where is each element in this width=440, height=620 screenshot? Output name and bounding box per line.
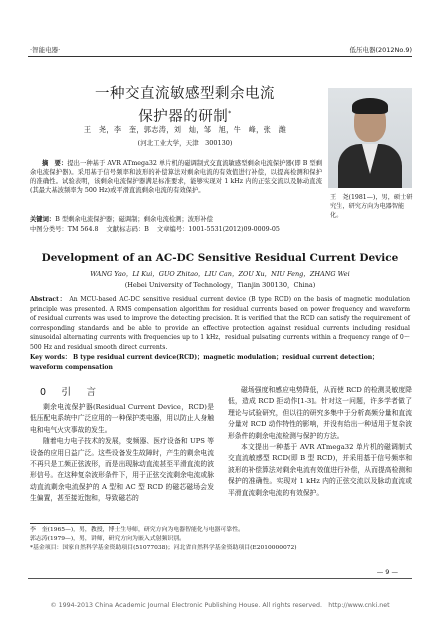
footnote-author-li: 李 奎(1965—)，男，教授，博士生导师，研究方向为电器智能化与电器可靠性。 — [30, 527, 244, 533]
chinese-title-line2: 保护器的研制* — [138, 108, 232, 125]
running-header-right: 低压电器(2012No.9) — [349, 46, 412, 54]
chinese-title-line1: 一种交直流敏感型剩余电流 — [95, 86, 275, 102]
author-photo — [328, 88, 412, 188]
header-rule — [28, 56, 412, 57]
chinese-abstract — [30, 159, 322, 195]
body-right-column — [228, 385, 412, 499]
chinese-keywords — [30, 215, 322, 224]
paragraph: 剩余电流保护器(Residual Current Device，RCD)是低压配电系统中广泛应用的一种保护类电器，用以防止人身触电和电气火灾事故的发生。 — [30, 403, 214, 434]
abstract-cn-text: 提出一种基于 AVR ATmega32 单片机的磁调制式交直流敏感型剩余电流保护器(即 B 型剩余电流保护器)。采用基于信号频率和波形的补偿算法对剩余电流的有效值进行补偿，以提高检测和保护的准确性。试验表明，该剩余电流保护器满足标准要求，能够实现对 1 kHz 内的正弦交流以及脉动直流(其最大基波频率为 500 Hz)或平滑直流剩余电流的有效保护。 — [30, 160, 323, 195]
clc-number: 中图分类号：TM 564.8 — [30, 226, 99, 233]
chinese-title — [70, 84, 300, 127]
english-abstract — [30, 295, 410, 353]
keywords-cn-text: B 型剩余电流保护器；磁调制；剩余电流检测；波形补偿 — [55, 216, 213, 223]
paragraph: 磁场强度和感应电势降低，从而使 RCD 的检测灵敏度降低，造成 RCD 拒动作[1-3]。针对这一问题，许多学者做了理论与试验研究，但以往的研究多集中于分析高频分量和直流分量对 RCD 动作特性的影响，并没有给出一种适用于复杂波形条件的剩余电流检测与保护的方法。 — [228, 386, 412, 440]
classification-info — [30, 225, 322, 234]
footnote-funding: *基金项目：国家自然科学基金资助项目(51077038)；河北省自然科学基金资助项目(E2010000072) — [30, 545, 297, 551]
doc-code: 文献标志码：B — [106, 226, 149, 233]
section-heading-introduction: 0 引 言 — [40, 387, 100, 398]
body-left-column — [30, 402, 214, 505]
page-number: — 9 — — [376, 568, 398, 576]
footnote-rule — [30, 523, 120, 524]
paragraph: 随着电力电子技术的发展，变频器、医疗设备和 UPS 等设备的应用日益广泛。这些设备发生故障时，产生的剩余电流不再只是工频正弦波形，而是出现脉动直流甚至平滑直流的波形信号。在这种复杂波形条件下，用于正弦交流剩余电流或脉动直流剩余电流保护的 A 型和 AC 型 RCD 的磁芯磁场会发生偏置，甚至接近饱和，导致磁芯的 — [30, 437, 214, 503]
english-affiliation: (Hebei University of Technology，Tianjin 300130，China) — [124, 281, 316, 289]
english-keywords — [30, 353, 410, 372]
article-number: 文章编号：1001-5531(2012)09-0009-05 — [156, 226, 280, 233]
keywords-en-label: Key words： — [30, 354, 72, 361]
abstract-en-label: Abstract： — [30, 296, 67, 303]
title-footnote-mark: * — [228, 110, 232, 117]
footnote-author-guo: 郭志涛(1979—)，男，讲师，研究方向为嵌入式射频识别。 — [30, 536, 186, 542]
chinese-affiliation: (河北工业大学，天津 300130) — [137, 139, 233, 147]
abstract-en-text: An MCU-based AC-DC sensitive residual current device (B type RCD) on the basis of magnetic modulation principle was presented. A RMS compensation algorithm for residual currents based on power frequency and waveform of residual currents was used to improve the detecting precision. It is verified that the RCD can satisfy the requirement of corresponding standards and be able to provide an effective protection against residual currents including residual sinusoidal alternating currents with frequencies up to 1 kHz，residual pulsating currents within a frequency range of 0～500 Hz and residual smooth direct currents. — [30, 296, 410, 351]
copyright-notice: © 1994-2013 China Academic Journal Electronic Publishing House. All rights reserved. http://www.cnki.net — [50, 602, 390, 609]
author-bio: 王 尧(1981—)，男，硕士研究生，研究方向为电器智能化。 — [330, 194, 413, 220]
keywords-en-text: B type residual current device(RCD)；magnetic modulation；residual current detection；waveform compensation — [30, 354, 379, 371]
paragraph: 本文提出一种基于 AVR ATmega32 单片机的磁调制式交直流敏感型 RCD(即 B 型 RCD)，并采用基于信号频率和波形的补偿算法对剩余电流有效值进行补偿，从而提高检测和保护的准确性。实现对 1 kHz 内的正弦交流以及脉动直流或平滑直流剩余电流的有效保护。 — [228, 443, 412, 497]
english-title: Development of an AC-DC Sensitive Residual Current Device — [41, 252, 399, 264]
keywords-cn-label: 关键词： — [30, 216, 56, 223]
footer-rule — [28, 578, 412, 579]
chinese-authors: 王 尧，李 奎，郭志涛，刘 灿，邹 旭，牛 峰，张 潍 — [83, 125, 287, 134]
abstract-cn-label: 摘 要： — [42, 160, 68, 167]
running-header-left: ·智能电器· — [30, 46, 61, 54]
english-authors: WANG Yao，LI Kui，GUO Zhitao，LIU Can，ZOU Xu，NIU Feng，ZHANG Wei — [90, 270, 350, 278]
